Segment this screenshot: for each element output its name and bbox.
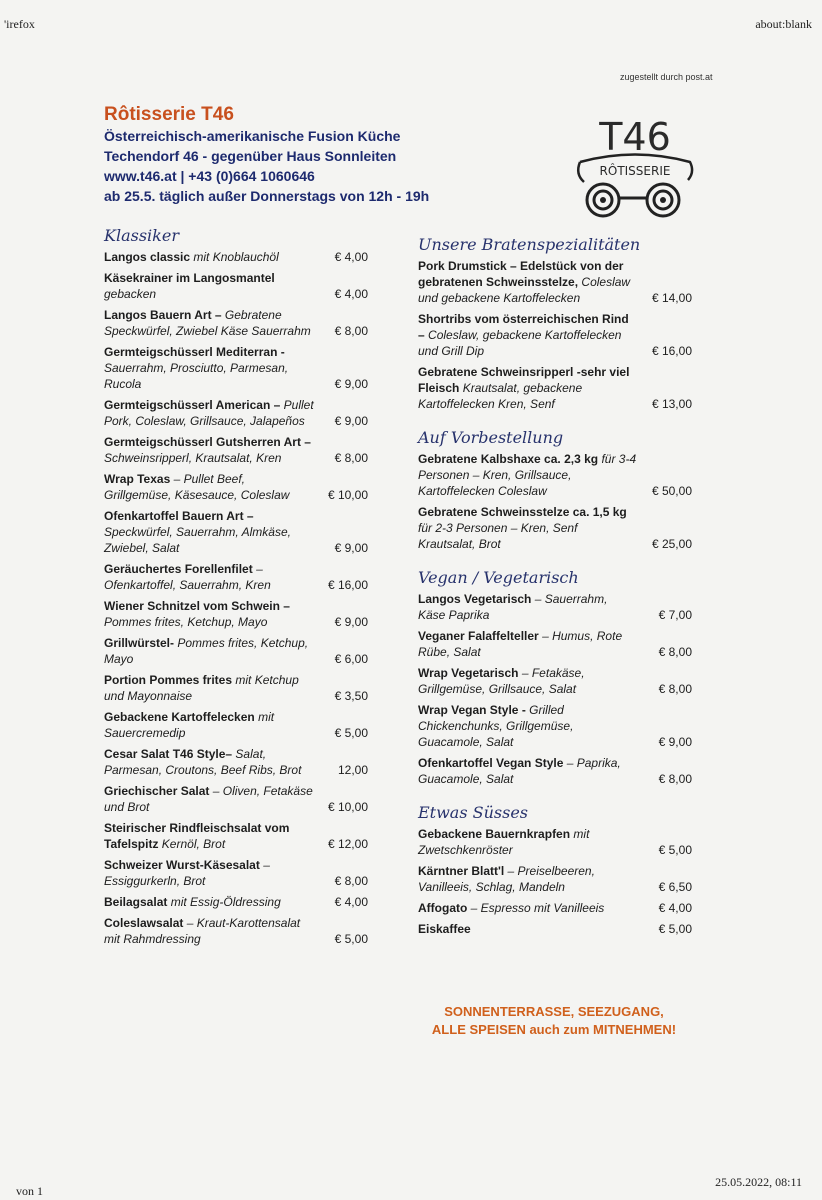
item-price: € 50,00: [651, 484, 692, 498]
item-price: € 8,00: [658, 645, 692, 659]
menu-item: [104, 783, 384, 815]
menu-item: [104, 857, 384, 889]
item-name: Griechischer Salat: [104, 784, 210, 798]
item-name: Gebratene Schweinsripperl -sehr viel Fleisch: [418, 365, 630, 395]
item-price: € 9,00: [334, 541, 368, 555]
item-description: – Preiselbeeren, Vanilleeis, Schlag, Mandeln: [418, 864, 595, 894]
browser-title: 'irefox: [4, 17, 35, 31]
item-name: Pork Drumstick – Edelstück von der gebratenen Schweinsstelze,: [418, 259, 624, 289]
item-price: € 8,00: [658, 682, 692, 696]
restaurant-name: Rôtisserie T46: [104, 104, 234, 125]
print-timestamp: 25.05.2022, 08:11: [715, 1175, 802, 1189]
footer-note: [414, 1003, 694, 1039]
item-price: € 9,00: [334, 414, 368, 428]
item-description: Krautsalat, gebackene Kartoffelecken Kren, Senf: [418, 381, 583, 411]
item-name: Kärntner Blatt'l: [418, 864, 505, 878]
item-price: € 5,00: [334, 932, 368, 946]
item-name: Gebackene Bauernkrapfen: [418, 827, 571, 841]
item-price: € 10,00: [327, 800, 368, 814]
menu-item: [104, 561, 384, 593]
item-name: Wrap Vegan Style -: [418, 703, 526, 717]
menu-item: [418, 702, 708, 750]
menu-section: [418, 568, 708, 787]
header-line-3: www.t46.at | +43 (0)664 1060646: [104, 168, 315, 184]
menu-item: [104, 270, 384, 302]
menu-item: [418, 863, 708, 895]
item-description: Coleslaw, gebackene Kartoffelecken und Grill Dip: [418, 328, 622, 358]
section-title: Etwas Süsses: [418, 803, 529, 822]
menu-item: [104, 820, 384, 852]
item-name: Schweizer Wurst-Käsesalat: [104, 858, 260, 872]
item-description: Salat, Parmesan, Croutons, Beef Ribs, Brot: [104, 747, 302, 777]
menu-item: [418, 451, 708, 499]
item-name: Affogato: [418, 901, 468, 915]
menu-item: [418, 364, 708, 412]
logo-big-text: T46: [599, 115, 671, 159]
section-title: Auf Vorbestellung: [418, 428, 564, 447]
item-name: Portion Pommes frites: [104, 673, 233, 687]
menu-item: [418, 665, 708, 697]
menu-item: [104, 249, 384, 265]
item-price: € 8,00: [334, 324, 368, 338]
item-price: 12,00: [337, 763, 368, 777]
item-price: € 14,00: [651, 291, 692, 305]
menu-item: [418, 591, 708, 623]
item-price: € 9,00: [658, 735, 692, 749]
item-description: mit Sauercremedip: [104, 710, 275, 740]
item-name: Germteigschüsserl Mediterran -: [104, 345, 285, 359]
item-description: Gebratene Speckwürfel, Zwiebel Käse Sauerrahm: [104, 308, 311, 338]
item-name: Germteigschüsserl Gutsherren Art –: [104, 435, 311, 449]
item-price: € 6,50: [658, 880, 692, 894]
left-column: [104, 226, 384, 952]
item-name: Langos Bauern Art –: [104, 308, 222, 322]
item-price: € 25,00: [651, 537, 692, 551]
menu-item: [104, 894, 384, 910]
item-name: Ofenkartoffel Vegan Style: [418, 756, 564, 770]
item-name: Cesar Salat T46 Style–: [104, 747, 233, 761]
item-price: € 10,00: [327, 488, 368, 502]
menu-item: [104, 635, 384, 667]
item-price: € 5,00: [334, 726, 368, 740]
item-price: € 6,00: [334, 652, 368, 666]
item-price: € 8,00: [334, 874, 368, 888]
header-line-2: Techendorf 46 - gegenüber Haus Sonnleiten: [104, 148, 397, 164]
item-description: – Humus, Rote Rübe, Salat: [418, 629, 623, 659]
menu-header: [104, 104, 429, 206]
item-price: € 8,00: [658, 772, 692, 786]
page-count: von 1: [16, 1184, 43, 1198]
item-description: mit Zwetschkenröster: [418, 827, 590, 857]
menu-item: [104, 746, 384, 778]
item-description: Pommes frites, Ketchup, Mayo: [104, 636, 309, 666]
menu-item: [104, 598, 384, 630]
item-description: – Paprika, Guacamole, Salat: [418, 756, 621, 786]
item-name: Geräuchertes Forellenfilet: [104, 562, 253, 576]
menu-item: [418, 826, 708, 858]
item-name: Grillwürstel-: [104, 636, 175, 650]
item-name: Langos classic: [104, 250, 191, 264]
item-name: Gebackene Kartoffelecken: [104, 710, 255, 724]
section-title: Unsere Bratenspezialitäten: [418, 235, 641, 254]
item-description: – Sauerrahm, Käse Paprika: [418, 592, 608, 622]
item-name: Wiener Schnitzel vom Schwein –: [104, 599, 290, 613]
menu-item: [418, 628, 708, 660]
item-price: € 4,00: [334, 287, 368, 301]
menu-item: [104, 397, 384, 429]
item-description: Coleslaw und gebackene Kartoffelecken: [418, 275, 631, 305]
item-description: – Fetakäse, Grillgemüse, Grillsauce, Salat: [418, 666, 585, 696]
item-name: Beilagsalat: [104, 895, 168, 909]
menu-item: [418, 755, 708, 787]
menu-section: [104, 226, 384, 947]
item-price: € 4,00: [658, 901, 692, 915]
item-price: € 16,00: [327, 578, 368, 592]
item-description: Sauerrahm, Prosciutto, Parmesan, Rucola: [104, 361, 289, 391]
item-name: Germteigschüsserl American –: [104, 398, 281, 412]
menu-item: [104, 434, 384, 466]
item-name: Coleslawsalat: [104, 916, 184, 930]
section-title: Vegan / Vegetarisch: [418, 568, 579, 587]
item-price: € 4,00: [334, 895, 368, 909]
menu-section: [418, 235, 708, 412]
item-price: € 3,50: [334, 689, 368, 703]
item-name: Eiskaffee: [418, 922, 471, 936]
item-price: € 5,00: [658, 922, 692, 936]
item-name: Käsekrainer im Langosmantel: [104, 271, 275, 285]
menu-item: [104, 915, 384, 947]
item-description: – Kraut-Karottensalat mit Rahmdressing: [104, 916, 301, 946]
item-description: Grilled Chickenchunks, Grillgemüse, Guacamole, Salat: [418, 703, 574, 749]
menu-item: [104, 508, 384, 556]
menu-item: [104, 672, 384, 704]
menu-item: [104, 709, 384, 741]
item-price: € 4,00: [334, 250, 368, 264]
item-name: Gebratene Schweinsstelze ca. 1,5 kg: [418, 505, 627, 519]
item-description: – Essiggurkerln, Brot: [104, 858, 270, 888]
item-name: Ofenkartoffel Bauern Art –: [104, 509, 254, 523]
menu-item: [418, 900, 708, 916]
item-description: – Pullet Beef, Grillgemüse, Käsesauce, Coleslaw: [104, 472, 290, 502]
item-description: Pullet Pork, Coleslaw, Grillsauce, Jalapeños: [104, 398, 314, 428]
item-price: € 7,00: [658, 608, 692, 622]
item-description: Pommes frites, Ketchup, Mayo: [104, 615, 268, 629]
item-name: Wrap Texas: [104, 472, 171, 486]
item-price: € 9,00: [334, 615, 368, 629]
item-description: – Ofenkartoffel, Sauerrahm, Kren: [104, 562, 271, 592]
item-description: für 3-4 Personen – Kren, Grillsauce, Kartoffelecken Coleslaw: [418, 452, 637, 498]
menu-item: [418, 258, 708, 306]
menu-item: [104, 307, 384, 339]
menu-item: [104, 471, 384, 503]
browser-url: about:blank: [755, 17, 812, 31]
item-name: Veganer Falaffelteller: [418, 629, 539, 643]
item-price: € 8,00: [334, 451, 368, 465]
menu-item: [104, 344, 384, 392]
item-description: Schweinsripperl, Krautsalat, Kren: [104, 451, 282, 465]
header-line-4: ab 25.5. täglich außer Donnerstags von 12h - 19h: [104, 188, 430, 204]
post-note: zugestellt durch post.at: [620, 72, 713, 82]
item-description: mit Ketchup und Mayonnaise: [104, 673, 299, 703]
item-name: Gebratene Kalbshaxe ca. 2,3 kg: [418, 452, 599, 466]
header-line-1: Österreichisch-amerikanische Fusion Küche: [104, 128, 401, 144]
item-name: Langos Vegetarisch: [418, 592, 532, 606]
item-description: – Espresso mit Vanilleeis: [470, 901, 605, 915]
item-description: Kernöl, Brot: [161, 837, 226, 851]
item-description: mit Knoblauchöl: [193, 250, 279, 264]
item-price: € 16,00: [651, 344, 692, 358]
item-name: Wrap Vegetarisch: [418, 666, 519, 680]
footer-note-line-2: ALLE SPEISEN auch zum MITNEHMEN!: [431, 1022, 677, 1037]
item-description: gebacken: [104, 287, 157, 301]
t46-logo: [570, 112, 700, 222]
item-description: – Oliven, Fetakäse und Brot: [104, 784, 313, 814]
right-column: [418, 235, 708, 953]
item-price: € 13,00: [651, 397, 692, 411]
footer-note-line-1: SONNENTERRASSE, SEEZUGANG,: [444, 1004, 664, 1019]
section-title: Klassiker: [104, 226, 179, 245]
item-description: für 2-3 Personen – Kren, Senf Krautsalat, Brot: [418, 521, 578, 551]
item-price: € 5,00: [658, 843, 692, 857]
item-name: Steirischer Rindfleischsalat vom Tafelspitz: [104, 821, 290, 851]
item-price: € 12,00: [327, 837, 368, 851]
item-description: Speckwürfel, Sauerrahm, Almkäse, Zwiebel, Salat: [104, 525, 291, 555]
item-description: mit Essig-Öldressing: [170, 895, 281, 909]
menu-item: [418, 921, 708, 937]
menu-section: [418, 428, 708, 552]
menu-section: [418, 803, 708, 937]
item-price: € 9,00: [334, 377, 368, 391]
menu-item: [418, 504, 708, 552]
logo-small-text: RÔTISSERIE: [599, 164, 671, 178]
menu-item: [418, 311, 708, 359]
item-name: Shortribs vom österreichischen Rind –: [418, 312, 629, 342]
